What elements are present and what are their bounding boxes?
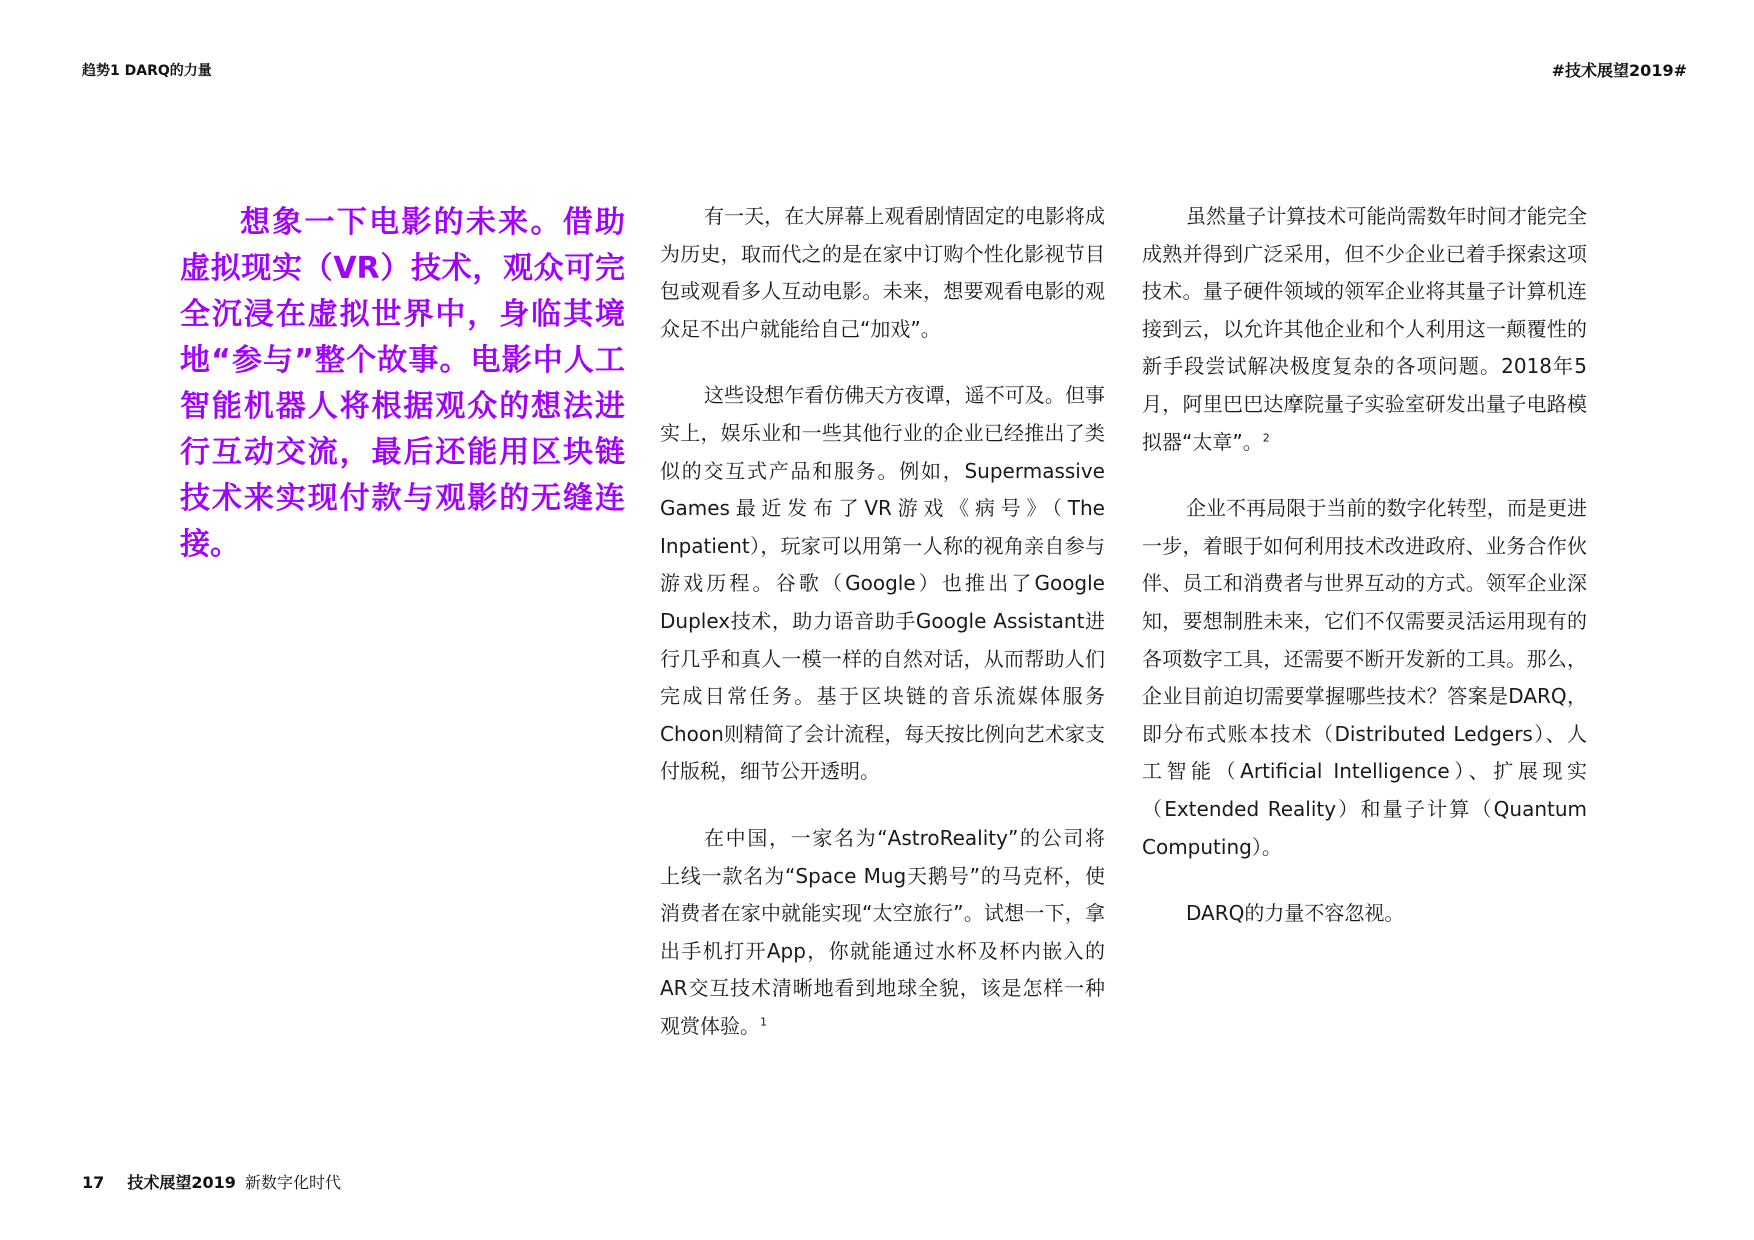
publication-subtitle: 新数字化时代 [245,1173,342,1192]
paragraph [1142,895,1587,933]
paragraph-text: 虽然量子计算技术可能尚需数年时间才能完全成熟并得到广泛采用，但不少企业已着手探索这项技术。量子硬件领域的领军企业将其量子计算机连接到云，以允许其他企业和个人利用这一颠覆性的新手段尝试解决极度复杂的各项问题。2018年5月，阿里巴巴达摩院量子实验室研发出量子电路模拟器“太章”。 [1142,204,1587,454]
page-number: 17 [82,1173,105,1192]
paragraph-text: DARQ的力量不容忽视。 [1186,901,1405,926]
paragraph-text: 企业不再局限于当前的数字化转型，而是更进一步，着眼于如何利用技术改进政府、业务合作伙伴、员工和消费者与世界互动的方式。领军企业深知，要想制胜未来，它们不仅需要灵活运用现有的各项数字工具，还需要不断开发新的工具。那么，企业目前迫切需要掌握哪些技术？答案是DARQ，即分布式账本技术（Distributed Ledgers）、人工智能（Artificial Intelligence）、扩展现实（Extended Reality）和量子计算（Quantum Computing）。 [1142,496,1587,859]
body-column-right [1142,198,1587,962]
running-header-section: 趋势1 DARQ的力量 [82,63,212,79]
page-footer [82,1170,341,1193]
paragraph-text: 这些设想乍看仿佛天方夜谭，遥不可及。但事实上，娱乐业和一些其他行业的企业已经推出了类似的交互式产品和服务。例如，Supermassive Games最近发布了VR游戏《病号》（The Inpatient），玩家可以用第一人称的视角亲自参与游戏历程。谷歌（Google）也推出了Google Duplex技术，助力语音助手Google Assistant进行几乎和真人一模一样的自然对话，从而帮助人们完成日常任务。基于区块链的音乐流媒体服务Choon则精简了会计流程，每天按比例向艺术家支付版税，细节公开透明。 [660,383,1105,784]
paragraph [660,377,1105,791]
paragraph-text: 在中国，一家名为“AstroReality”的公司将上线一款名为“Space Mug天鹅号”的马克杯，使消费者在家中就能实现“太空旅行”。试想一下，拿出手机打开App，你就能通过水杯及杯内嵌入的AR交互技术清晰地看到地球全貌，该是怎样一种观赏体验。 [660,825,1105,1038]
publication-name: 技术展望2019 [127,1173,236,1192]
footnote-marker: 1 [760,1015,767,1029]
paragraph-text: 有一天，在大屏幕上观看剧情固定的电影将成为历史，取而代之的是在家中订购个性化影视节目包或观看多人互动电影。未来，想要观看电影的观众足不出户就能给自己“加戏”。 [660,204,1105,341]
footnote-marker: 2 [1262,430,1270,444]
paragraph [660,198,1105,348]
body-column-middle [660,198,1105,1074]
paragraph [1142,198,1587,461]
paragraph [1142,490,1587,866]
paragraph [660,820,1105,1046]
running-header-hashtag: #技术展望2019# [1551,61,1687,80]
pull-quote: 想象一下电影的未来。借助虚拟现实（VR）技术，观众可完全沉浸在虚拟世界中，身临其境地“参与”整个故事。电影中人工智能机器人将根据观众的想法进行互动交流，最后还能用区块链技术来实现付款与观影的无缝连接。 [180,205,625,562]
